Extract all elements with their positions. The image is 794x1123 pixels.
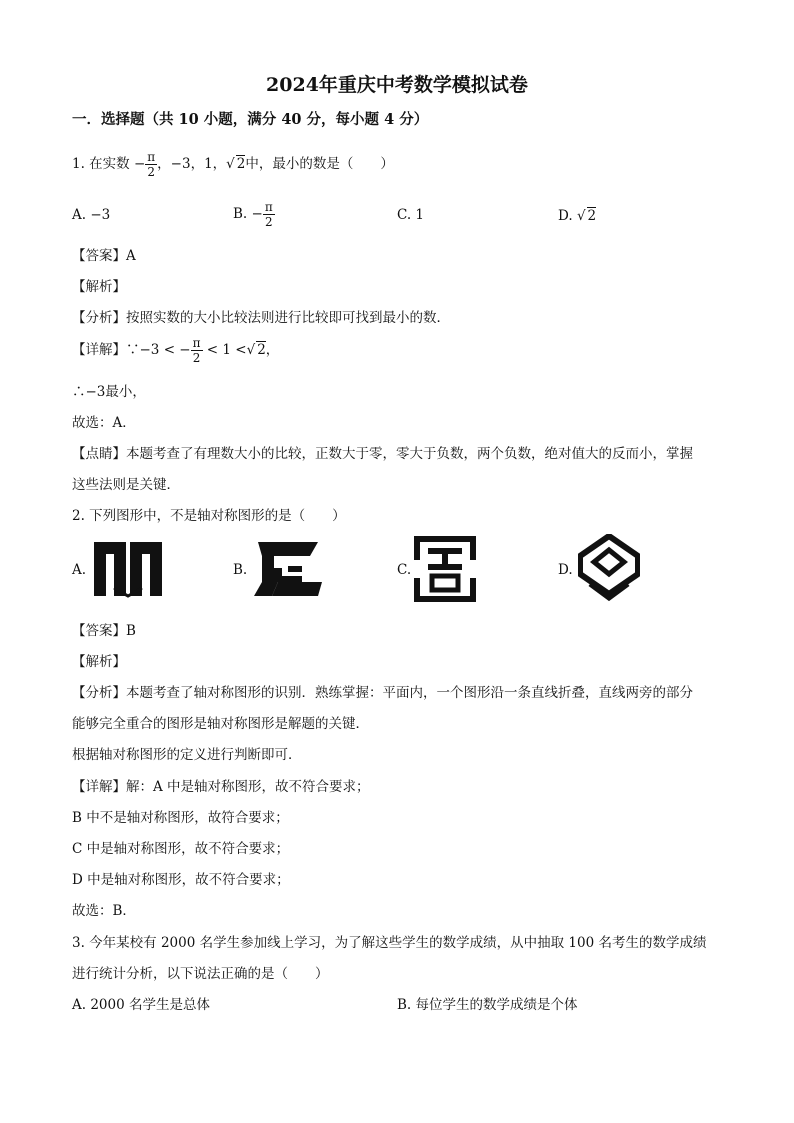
q1-comment-line2: 这些法则是关键． <box>72 477 180 493</box>
sqrt-argument: 2 <box>587 208 597 224</box>
option-d-figure <box>578 534 640 604</box>
q1-analysis: 【分析】按照实数的大小比较法则进行比较即可找到最小的数． <box>72 310 450 326</box>
q2-option-c-label: C. <box>397 562 412 578</box>
sqrt-sign: √ <box>246 342 256 358</box>
minus-sign: − <box>251 206 263 222</box>
fraction-numerator: π <box>264 200 273 214</box>
option-label: D. <box>558 208 573 224</box>
q1-stem-suffix: 中，最小的数是（ ） <box>245 156 394 172</box>
q1-answer: 【答案】A <box>72 248 136 264</box>
q1-stem <box>72 150 394 179</box>
q1-therefore: ∴−3最小， <box>72 384 146 400</box>
q2-stem: 2. 下列图形中，不是轴对称图形的是（ ） <box>72 508 346 524</box>
sqrt-argument: 2 <box>236 156 246 172</box>
q2-option-b-label: B. <box>233 562 248 578</box>
q2-analysis-line3: 根据轴对称图形的定义进行判断即可． <box>72 747 302 763</box>
q1-choice: 故选：A． <box>72 415 136 431</box>
q2-analysis-heading: 【解析】 <box>72 654 126 670</box>
page-title: 2024年重庆中考数学模拟试卷 <box>266 74 528 96</box>
q1-option-b <box>233 200 275 229</box>
q3-stem-line1: 3. 今年某校有 2000 名学生参加线上学习，为了解这些学生的数学成绩，从中抽取 100 名考生的数学成绩 <box>72 935 707 951</box>
q1-comment-line1: 【点睛】本题考查了有理数大小的比较，正数大于零，零大于负数，两个负数，绝对值大的反而小，掌握 <box>72 446 693 462</box>
q2-detail-line1: 【详解】解：A 中是轴对称图形，故不符合要求； <box>72 779 370 795</box>
q2-option-d-label: D. <box>558 562 573 578</box>
pi-over-two-fraction <box>145 150 157 179</box>
q2-detail-line4: D 中是轴对称图形，故不符合要求； <box>72 872 290 888</box>
detail-suffix: ， <box>265 342 280 358</box>
q2-option-a-label: A. <box>72 562 87 578</box>
fraction-denominator: 2 <box>264 215 273 229</box>
fraction-denominator: 2 <box>147 165 156 179</box>
q3-option-a: A. 2000 名学生是总体 <box>72 997 210 1013</box>
q1-option-c: C. 1 <box>397 207 425 223</box>
q3-option-b: B. 每位学生的数学成绩是个体 <box>397 997 578 1013</box>
q1-stem-prefix: 1. 在实数 <box>72 156 130 172</box>
option-b-figure <box>252 538 328 600</box>
q2-detail-line2: B 中不是轴对称图形，故符合要求； <box>72 810 289 826</box>
fraction-denominator: 2 <box>192 351 201 365</box>
sqrt-sign: √ <box>226 156 235 172</box>
fraction-numerator: π <box>147 150 156 164</box>
q2-choice: 故选：B． <box>72 903 136 919</box>
section-heading: 一．选择题（共 10 小题，满分 40 分，每小题 4 分） <box>72 111 429 128</box>
q1-option-a: A. −3 <box>72 207 111 223</box>
option-a-figure <box>90 538 166 600</box>
pi-over-two-fraction <box>191 336 203 365</box>
detail-middle: < 1 < <box>202 342 247 358</box>
option-c-figure <box>414 536 476 602</box>
q1-option-d <box>558 207 596 224</box>
q1-stem-values: ，−3，1， <box>157 156 227 172</box>
q2-answer: 【答案】B <box>72 623 136 639</box>
sqrt-sign: √ <box>576 208 586 224</box>
q2-analysis-line2: 能够完全重合的图形是轴对称图形是解题的关键． <box>72 716 369 732</box>
q1-detail <box>72 336 279 365</box>
option-label: B. <box>233 206 248 222</box>
q1-analysis-heading: 【解析】 <box>72 279 126 295</box>
sqrt-argument: 2 <box>257 342 266 358</box>
fraction-numerator: π <box>192 336 201 350</box>
q3-stem-line2: 进行统计分析，以下说法正确的是（ ） <box>72 966 329 982</box>
q2-detail-line3: C 中是轴对称图形，故不符合要求； <box>72 841 290 857</box>
q2-analysis-line1: 【分析】本题考查了轴对称图形的识别．熟练掌握：平面内，一个图形沿一条直线折叠，直线两旁的部分 <box>72 685 693 701</box>
pi-over-two-fraction <box>263 200 275 229</box>
detail-prefix: 【详解】∵−3 < − <box>72 342 191 358</box>
minus-sign: − <box>133 156 146 172</box>
